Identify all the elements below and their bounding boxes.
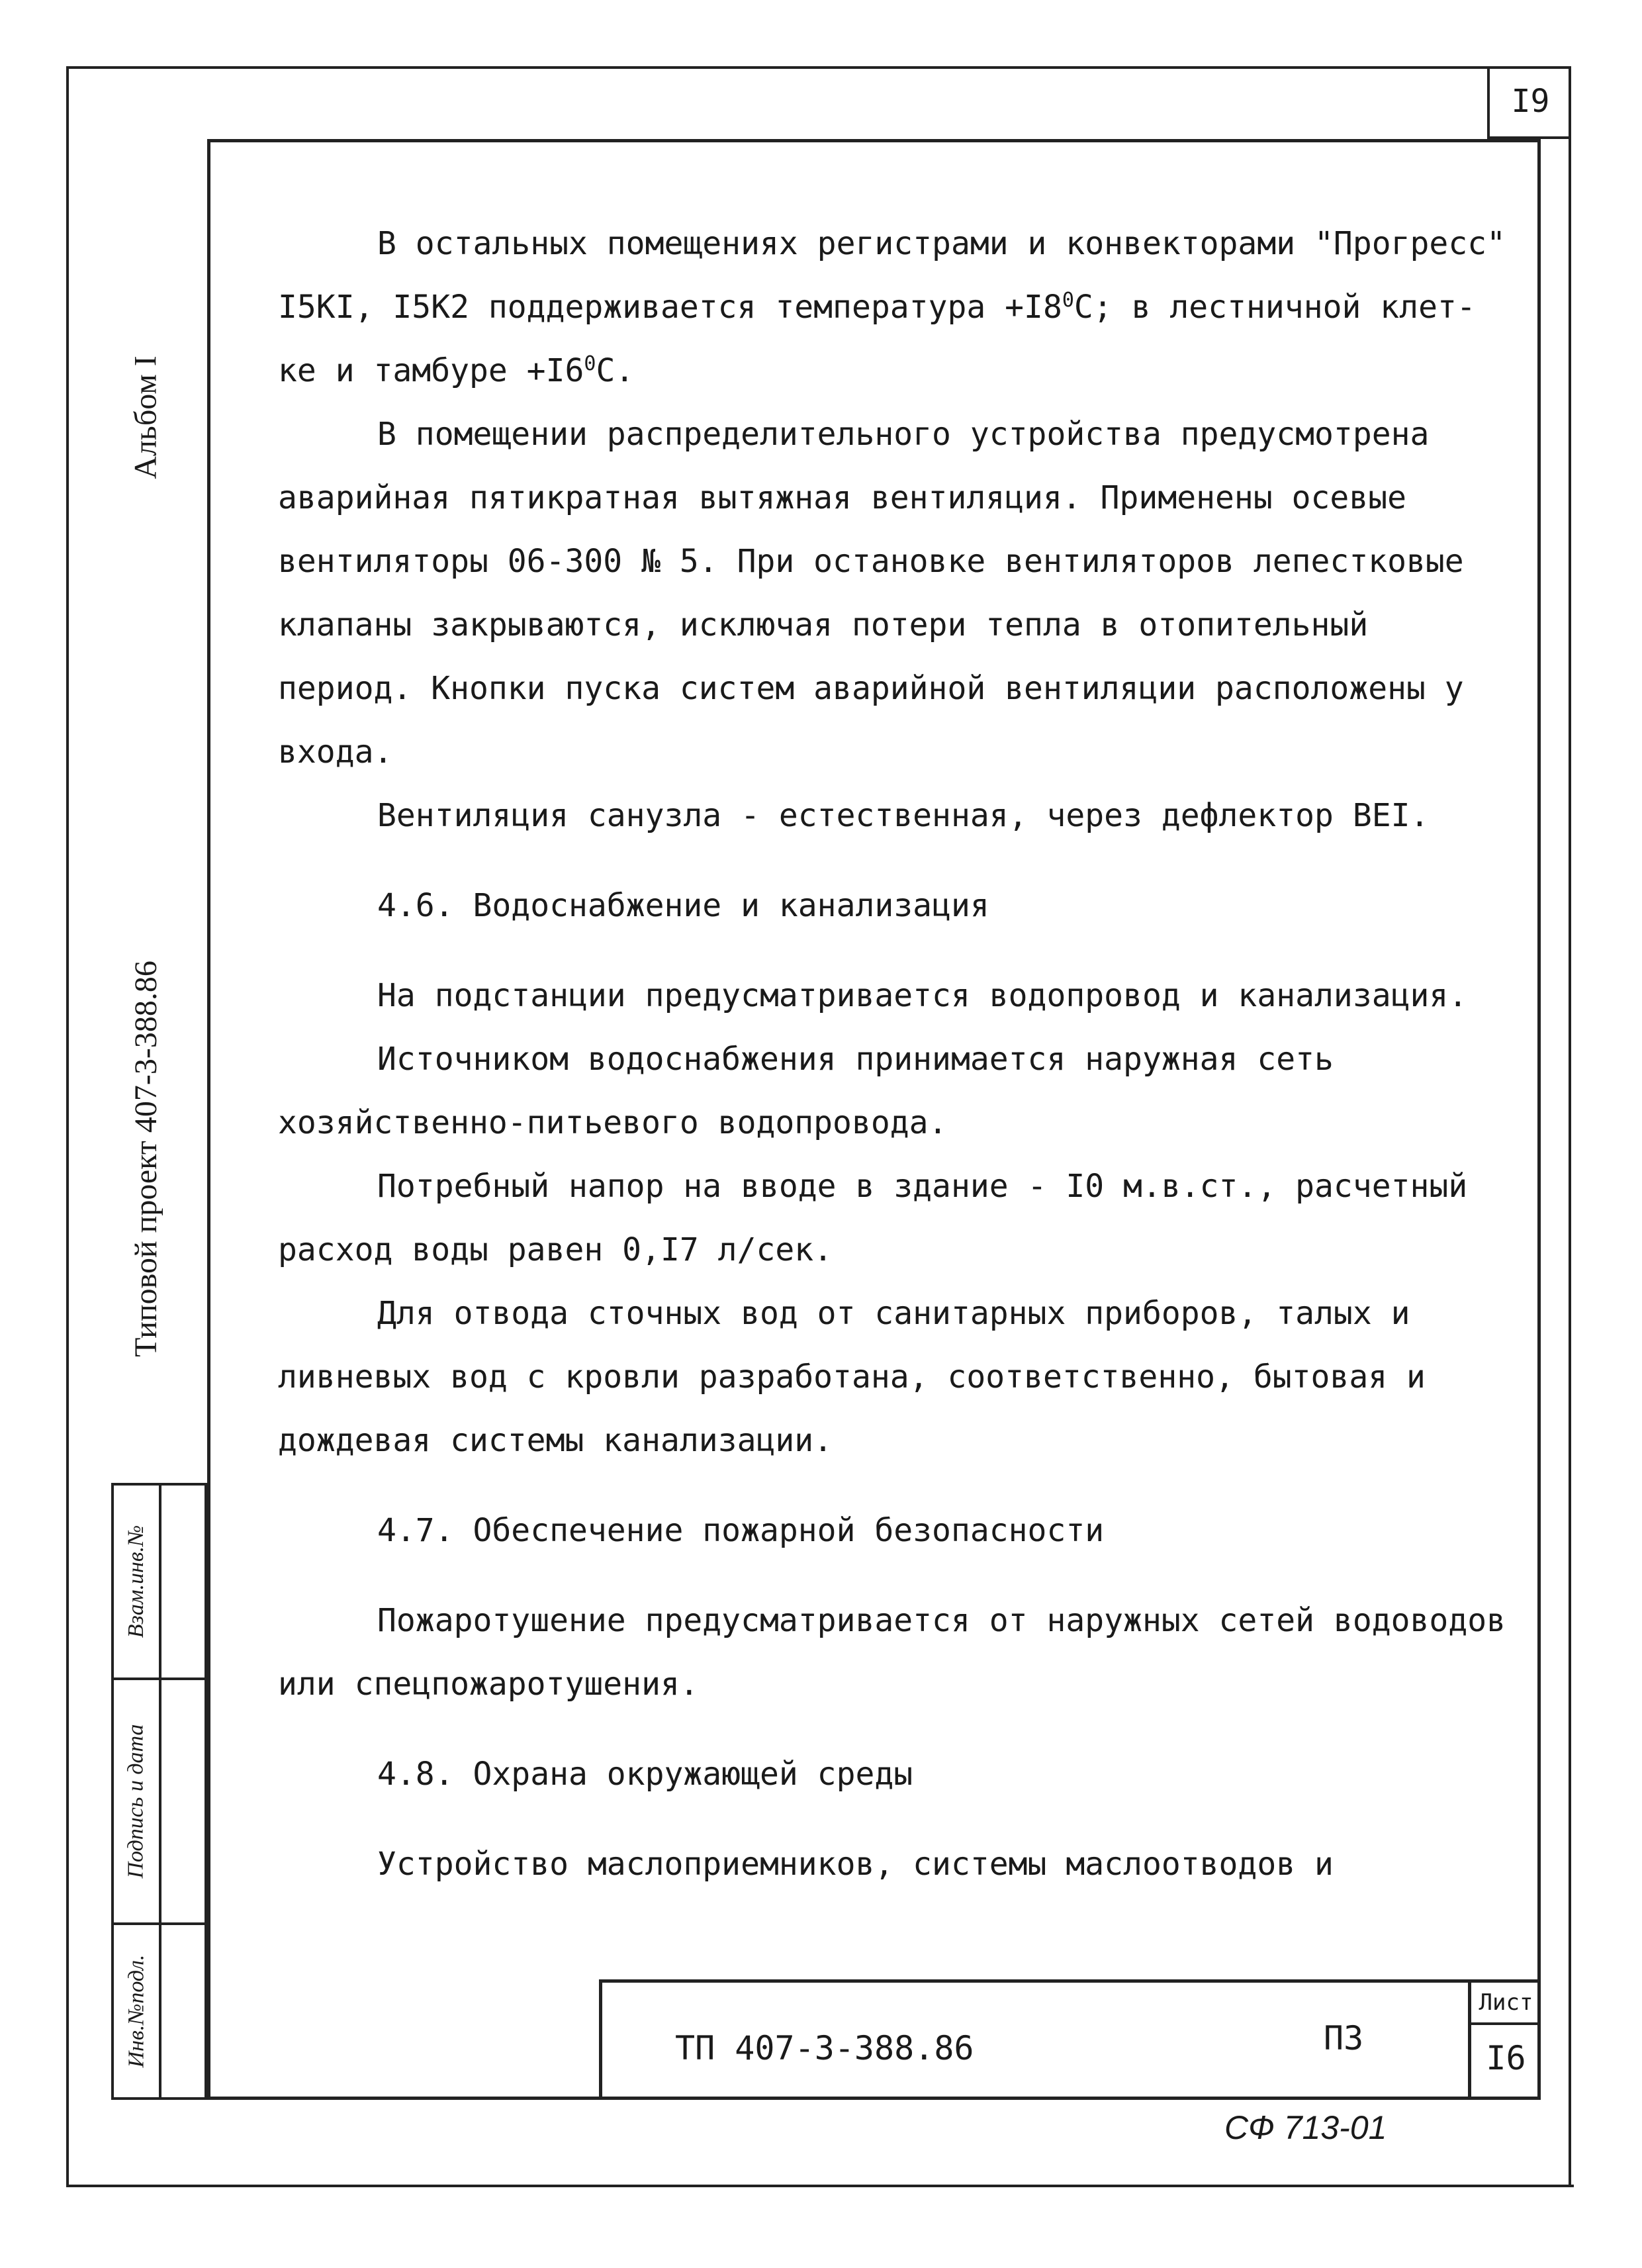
album-label (113, 278, 179, 556)
section-heading-water: 4.6. Водоснабжение и канализация (377, 887, 989, 924)
stamp-replace-label: Взам.инв.№ (124, 1525, 149, 1638)
side-stamp (111, 1483, 207, 2100)
bottom-rule (66, 2185, 1574, 2187)
document-code: ТП 407-3-388.86 (675, 2029, 974, 2067)
paragraph-water-4: Для отвода сточных вод от санитарных приборов, талых и ливневых вод с кровли разработана, соответственно, бытовая и дождевая системы канализации. (278, 1295, 1426, 1459)
sheet-number: I6 (1486, 2039, 1526, 2077)
project-label-text: Типовой проект 407-3-388.86 (128, 960, 163, 1357)
section-heading-environment: 4.8. Охрана окружающей среды (377, 1756, 913, 1793)
paragraph-water-3: Потребный напор на вводе в здание - I0 м.в.ст., расчетный расход воды равен 0,I7 л/сек. (278, 1168, 1468, 1268)
document-body (278, 212, 1509, 1896)
sheet-cell (1468, 1983, 1541, 2100)
project-label (113, 861, 179, 1456)
document-type: ПЗ (1324, 2019, 1364, 2057)
paragraph-environment-1: Устройство маслоприемников, системы маслоотводов и (377, 1846, 1334, 1883)
paragraph-heating: В остальных помещениях регистрами и конвекторами "Прогресс" I5KI, I5K2 поддерживается температура $+I8^0С$; в лестничной клет- ке и тамбуре $+I6^0С$. (278, 225, 1506, 389)
section-heading-fire: 4.7. Обеспечение пожарной безопасности (377, 1512, 1105, 1549)
page-number-text: I9 (1511, 83, 1550, 120)
title-block (599, 1979, 1541, 2100)
album-label-text: Альбом I (128, 355, 163, 479)
paragraph-water-1: На подстанции предусматривается водопровод и канализация. (377, 977, 1468, 1014)
page-number (1487, 66, 1571, 139)
handwritten-mark: СФ 713-01 (1224, 2109, 1387, 2146)
stamp-sign-label: Подпись и дата (124, 1724, 149, 1879)
paragraph-ventilation: В помещении распределительного устройства предусмотрена аварийная пятикратная вытяжная вентиляция. Применены осевые вентиляторы 06-300 № 5. При остановке вентиляторов лепестковые клапаны закрываются, исключая потери тепла в отопительный период. Кнопки пуска систем аварийной вентиляции расположены у входа. (278, 416, 1464, 771)
paragraph-sanitary-ventilation: Вентиляция санузла - естественная, через дефлектор BEI. (377, 797, 1430, 834)
paragraph-fire-1: Пожаротушение предусматривается от наружных сетей водоводов или спецпожаротушения. (278, 1602, 1506, 1703)
stamp-inv-label: Инв.№подл. (124, 1954, 149, 2068)
paragraph-water-2: Источником водоснабжения принимается наружная сеть хозяйственно-питьевого водопровода. (278, 1041, 1334, 1141)
sheet-label: Лист (1471, 1983, 1541, 2025)
